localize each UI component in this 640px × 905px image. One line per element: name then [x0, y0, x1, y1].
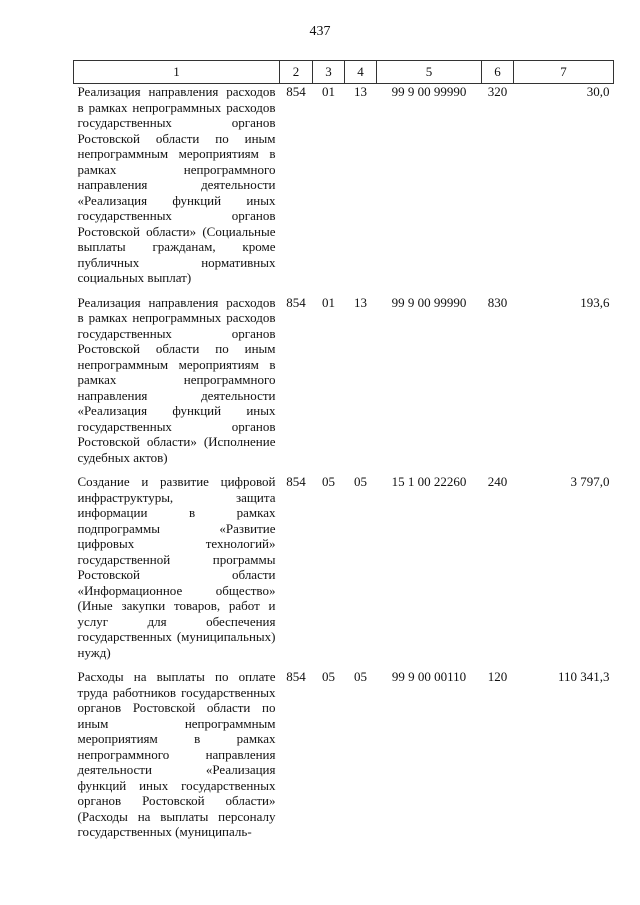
table-row	[74, 84, 614, 295]
row-subsection: 13	[354, 294, 367, 310]
row-amount: 193,6	[580, 294, 610, 310]
header-col-2: 2	[280, 61, 313, 84]
table-row	[74, 474, 614, 669]
row-description: Реализация направления расходов в рамках непрограммных расходов государственных органов Ростовской области по иным непрограммным мероприятиям в рамках непрограммного направления деятельности «Реализация функций иных государственных органов Ростовской области» (Социальные выплаты гражданам, кроме публичных нормативных социальных выплат)	[77, 84, 276, 285]
row-expense-type: 320	[487, 84, 508, 99]
row-description: Реализация направления расходов в рамках непрограммных расходов государственных органов Ростовской области по иным непрограммным мероприятиям в рамках непрограммного направления деятельности «Реализация функций иных государственных органов Ростовской области» (Исполнение судебных актов)	[77, 294, 276, 465]
budget-table	[73, 60, 614, 849]
row-ministry-code: 854	[286, 669, 306, 684]
row-target-article: 99 9 00 99990	[391, 84, 467, 99]
row-expense-type: 830	[487, 294, 508, 310]
row-section: 05	[322, 474, 335, 489]
table-row	[74, 669, 614, 849]
row-ministry-code: 854	[286, 474, 306, 489]
header-col-7: 7	[514, 61, 614, 84]
row-target-article: 15 1 00 22260	[391, 474, 467, 489]
row-description: Расходы на выплаты по оплате труда работников государственных органов Ростовской области по иным непрограммным мероприятиям в рамках непрограммного направления деятельности «Реализация функций иных государственных органов Ростовской области» (Расходы на выплаты персоналу государственных (муниципаль-	[77, 669, 276, 839]
page-number: 437	[309, 24, 331, 39]
row-amount: 110 341,3	[557, 669, 610, 684]
row-target-article: 99 9 00 99990	[391, 294, 467, 310]
row-ministry-code: 854	[286, 294, 306, 310]
row-description: Создание и развитие цифровой инфраструктуры, защита информации в рамках подпрограммы «Развитие цифровых технологий» государственной программы Ростовской области «Информационное общество» (Иные закупки товаров, работ и услуг для обеспечения государственных (муниципальных) нужд)	[77, 474, 276, 660]
header-col-6: 6	[482, 61, 514, 84]
row-target-article: 99 9 00 00110	[391, 669, 467, 684]
row-section: 01	[322, 84, 335, 99]
row-section: 05	[322, 669, 335, 684]
header-col-1: 1	[74, 61, 280, 84]
header-col-5: 5	[377, 61, 482, 84]
row-expense-type: 120	[487, 669, 508, 684]
table-row	[74, 295, 614, 475]
header-row	[74, 61, 614, 84]
row-expense-type: 240	[487, 474, 508, 489]
row-amount: 3 797,0	[570, 474, 610, 489]
header-col-4: 4	[345, 61, 377, 84]
row-subsection: 05	[354, 474, 367, 489]
row-subsection: 13	[354, 84, 367, 99]
header-col-3: 3	[313, 61, 345, 84]
row-ministry-code: 854	[286, 84, 306, 99]
row-subsection: 05	[354, 669, 367, 684]
row-section: 01	[322, 294, 335, 310]
row-amount: 30,0	[586, 84, 610, 99]
